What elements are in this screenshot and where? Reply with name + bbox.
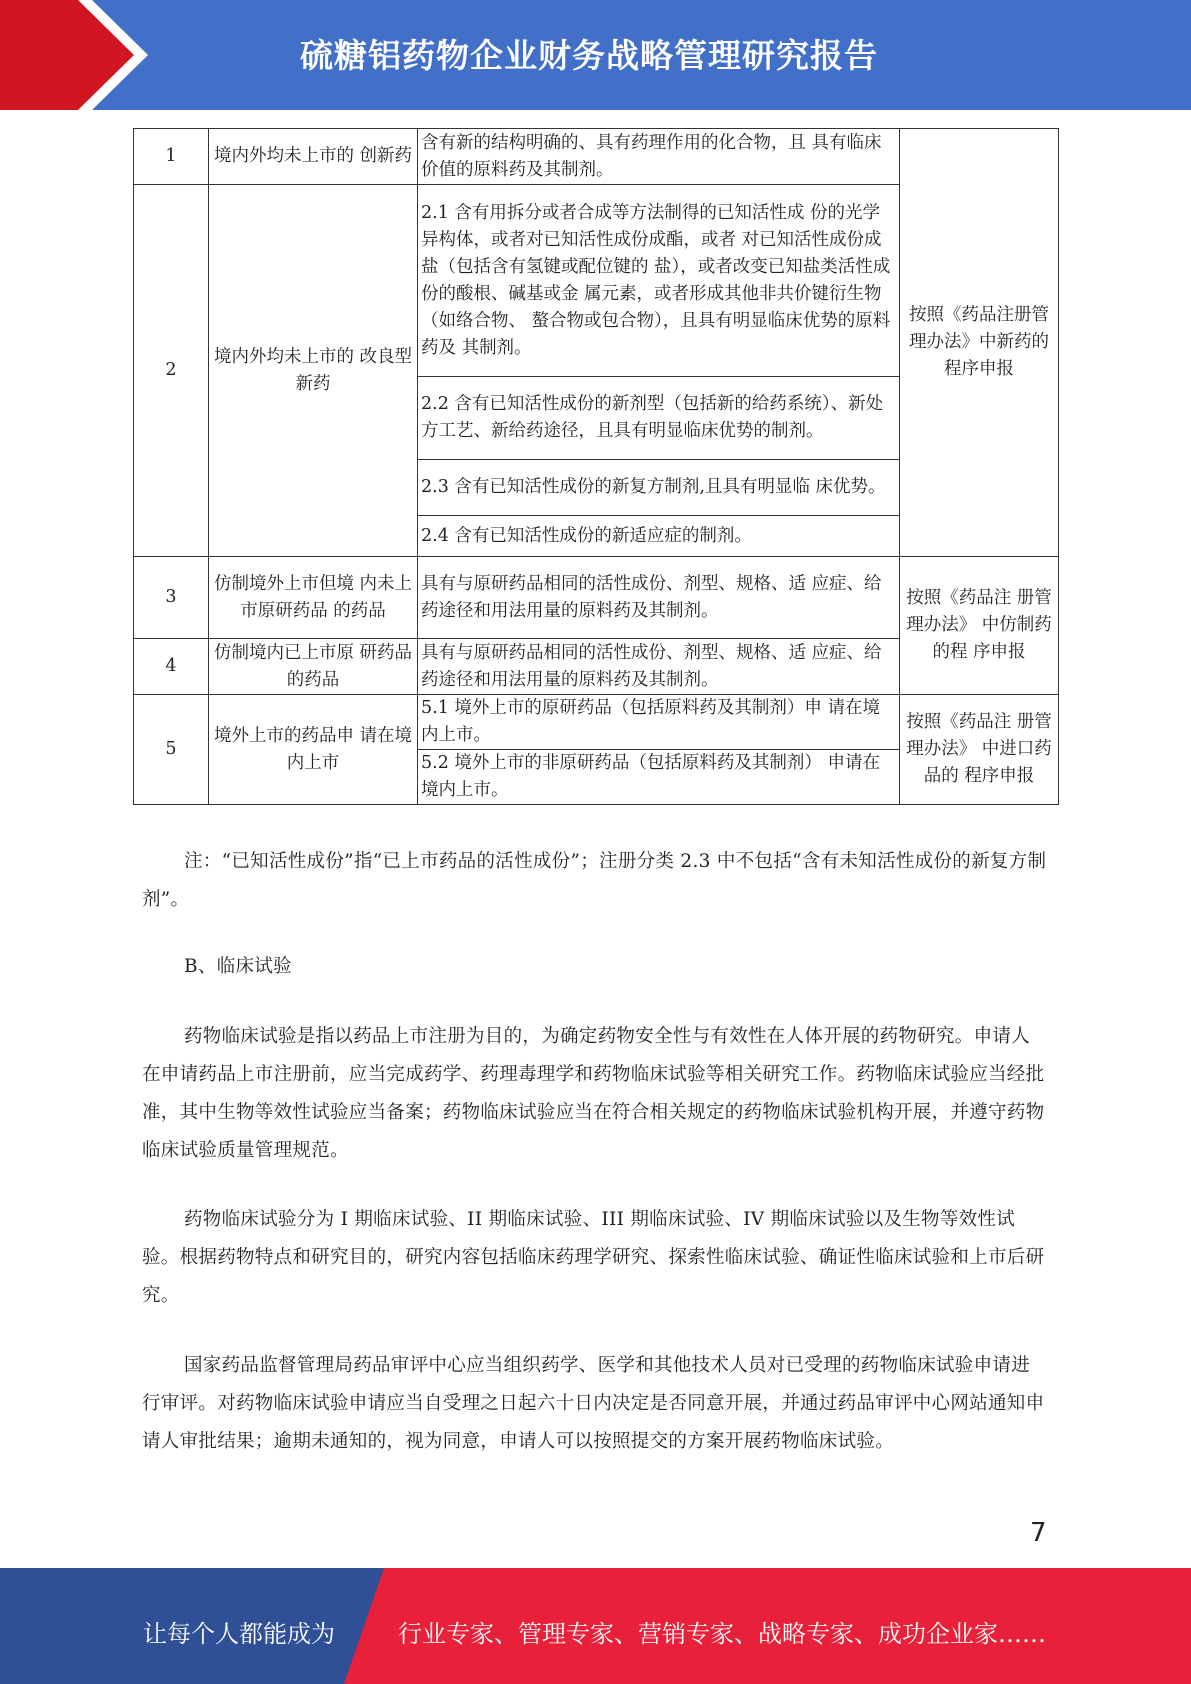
row-category: 境内外均未上市的 改良型新药 xyxy=(209,185,418,557)
table-row xyxy=(134,129,1059,185)
footer-slogan-left: 让每个人都能成为 xyxy=(143,1620,335,1648)
row-description: 5.1 境外上市的原研药品（包括原料药及其制剂）申 请在境内上市。 xyxy=(418,695,900,750)
row-description: 具有与原研药品相同的活性成份、剂型、规格、适 应症、给药途径和用法用量的原料药及其制剂。 xyxy=(418,557,900,639)
row-description: 5.2 境外上市的非原研药品（包括原料药及其制剂） 申请在境内上市。 xyxy=(418,750,900,805)
page-header xyxy=(0,0,1191,110)
table-row xyxy=(134,695,1059,750)
report-title: 硫糖铝药物企业财务战略管理研究报告 xyxy=(300,36,878,75)
procedure-imported-drug: 按照《药品注 册管理办法》 中进口药品的 程序申报 xyxy=(900,695,1059,805)
row-category: 仿制境外上市但境 内未上市原研药品 的药品 xyxy=(209,557,418,639)
row-description: 2.4 含有已知活性成份的新适应症的制剂。 xyxy=(418,516,900,557)
row-description: 具有与原研药品相同的活性成份、剂型、规格、适 应症、给药途径和用法用量的原料药及其制剂。 xyxy=(418,639,900,695)
table-note: 注：“已知活性成份”指“已上市药品的活性成份”；注册分类 2.3 中不包括“含有未知活性成份的新复方制剂”。 xyxy=(142,851,1047,910)
registration-category-table xyxy=(133,128,1059,805)
row-description: 2.3 含有已知活性成份的新复方制剂,且具有明显临 床优势。 xyxy=(418,460,900,516)
footer-slogan-right: 行业专家、管理专家、营销专家、战略专家、成功企业家…… xyxy=(398,1620,1046,1648)
header-arrow-decoration xyxy=(0,0,160,110)
procedure-new-drug: 按照《药品注册管理办法》中新药的程序申报 xyxy=(900,129,1059,557)
row-category: 境内外均未上市的 创新药 xyxy=(209,129,418,185)
row-number: 5 xyxy=(134,695,209,805)
body-paragraph: 国家药品监督管理局药品审评中心应当组织药学、医学和其他技术人员对已受理的药物临床试验申请进行审评。对药物临床试验申请应当自受理之日起六十日内决定是否同意开展，并通过药品审评中心网站通知申请人审批结果；逾期未通知的，视为同意，申请人可以按照提交的方案开展药物临床试验。 xyxy=(142,1355,1045,1452)
body-paragraph: 药物临床试验分为 I 期临床试验、II 期临床试验、III 期临床试验、IV 期临床试验以及生物等效性试验。根据药物特点和研究目的，研究内容包括临床药理学研究、探索性临床试验、确证性临床试验和上市后研究。 xyxy=(142,1209,1045,1306)
row-description: 2.1 含有用拆分或者合成等方法制得的已知活性成 份的光学异构体，或者对已知活性成份成酯，或者 对已知活性成份成盐（包括含有氢键或配位键的 盐），或者改变已知盐类活性成份的酸根、碱基或金 属元素，或者形成其他非共价键衍生物（如络合物、 螯合物或包合物），且具有明显临床优势的原料药及 其制剂。 xyxy=(418,185,900,377)
row-description: 2.2 含有已知活性成份的新剂型（包括新的给药系统）、新处方工艺、新给药途径，且具有明显临床优势的制剂。 xyxy=(418,377,900,460)
row-category: 仿制境内已上市原 研药品的药品 xyxy=(209,639,418,695)
section-heading: B、临床试验 xyxy=(184,956,292,977)
table-row xyxy=(134,557,1059,639)
row-description: 含有新的结构明确的、具有药理作用的化合物，且 具有临床价值的原料药及其制剂。 xyxy=(418,129,900,185)
procedure-generic-drug: 按照《药品注 册管理办法》 中仿制药的程 序申报 xyxy=(900,557,1059,695)
row-number: 4 xyxy=(134,639,209,695)
page-number: 7 xyxy=(1030,1518,1047,1548)
row-category: 境外上市的药品申 请在境内上市 xyxy=(209,695,418,805)
row-number: 3 xyxy=(134,557,209,639)
body-paragraph: 药物临床试验是指以药品上市注册为目的，为确定药物安全性与有效性在人体开展的药物研究。申请人在申请药品上市注册前，应当完成药学、药理毒理学和药物临床试验等相关研究工作。药物临床试验应当经批准，其中生物等效性试验应当备案；药物临床试验应当在符合相关规定的药物临床试验机构开展，并遵守药物临床试验质量管理规范。 xyxy=(142,1026,1045,1161)
row-number: 2 xyxy=(134,185,209,557)
row-number: 1 xyxy=(134,129,209,185)
page-footer xyxy=(0,1568,1191,1684)
